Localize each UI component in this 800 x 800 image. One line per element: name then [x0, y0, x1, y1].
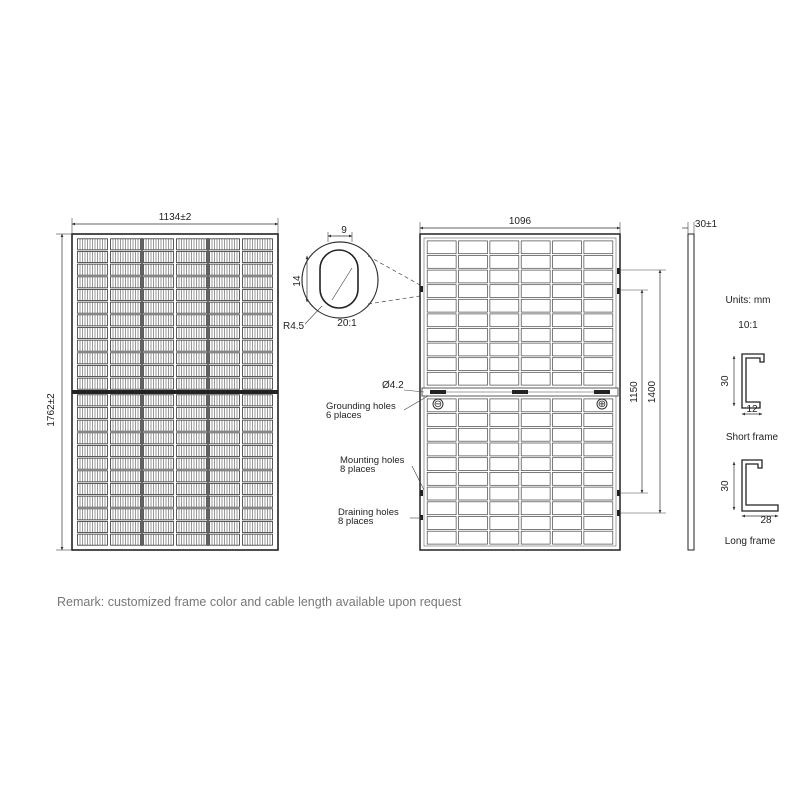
- back-cell: [553, 314, 582, 327]
- back-cell: [459, 531, 488, 544]
- back-cell: [427, 531, 456, 544]
- back-cell: [584, 299, 613, 312]
- back-cell: [459, 502, 488, 515]
- detail-width-label: 9: [341, 225, 347, 236]
- junction-box-right: [594, 390, 610, 394]
- back-cell: [459, 358, 488, 371]
- back-cell: [490, 502, 519, 515]
- back-cell: [553, 443, 582, 456]
- back-cell: [584, 270, 613, 283]
- back-cell: [553, 472, 582, 485]
- back-cell: [584, 443, 613, 456]
- back-cell: [427, 458, 456, 471]
- back-cell: [490, 472, 519, 485]
- back-cell: [521, 414, 550, 427]
- back-cell: [427, 256, 456, 269]
- grounding-holes-count: 6 places: [326, 410, 362, 421]
- back-cell: [427, 517, 456, 530]
- back-cell: [584, 372, 613, 385]
- front-width-label: 1134±2: [158, 212, 192, 223]
- back-cell: [521, 270, 550, 283]
- back-cell: [490, 314, 519, 327]
- back-cell: [490, 329, 519, 342]
- short-frame-caption: Short frame: [725, 432, 779, 443]
- back-cell: [553, 399, 582, 412]
- mounting-hole-right-upper: [617, 288, 620, 294]
- back-cell: [521, 329, 550, 342]
- mounting-hole-left-top: [420, 286, 423, 292]
- short-frame-height-label: 30: [720, 375, 731, 387]
- back-cell: [521, 241, 550, 254]
- back-cell: [427, 502, 456, 515]
- back-cell: [459, 428, 488, 441]
- back-cell: [584, 458, 613, 471]
- back-cell: [459, 472, 488, 485]
- back-cell: [490, 358, 519, 371]
- back-cell: [490, 487, 519, 500]
- short-frame-width-label: 12: [746, 404, 758, 415]
- back-cell: [553, 285, 582, 298]
- back-cell: [553, 299, 582, 312]
- back-cell: [459, 517, 488, 530]
- back-cell: [553, 256, 582, 269]
- back-cell: [427, 443, 456, 456]
- back-cell: [521, 285, 550, 298]
- spacing-outer-label: 1400: [647, 380, 658, 404]
- back-cell: [490, 399, 519, 412]
- back-cell: [521, 487, 550, 500]
- detail-leader-bottom: [368, 296, 420, 304]
- units-label: Units: mm: [725, 295, 771, 306]
- back-cell: [584, 517, 613, 530]
- back-cell: [521, 299, 550, 312]
- back-cell: [584, 358, 613, 371]
- back-cell: [521, 358, 550, 371]
- back-cell: [553, 517, 582, 530]
- back-cell: [459, 414, 488, 427]
- front-center-divider: [72, 390, 278, 394]
- long-frame-height-label: 30: [720, 480, 731, 492]
- back-cell: [490, 517, 519, 530]
- draining-holes-label: Draining holes: [338, 507, 399, 518]
- back-cell: [553, 241, 582, 254]
- back-cell: [553, 487, 582, 500]
- back-cell: [553, 531, 582, 544]
- mounting-holes-count: 8 places: [340, 464, 376, 475]
- back-cell: [584, 428, 613, 441]
- back-cell: [521, 256, 550, 269]
- back-cell: [490, 270, 519, 283]
- back-cell: [553, 270, 582, 283]
- back-cell: [584, 343, 613, 356]
- back-cell: [521, 428, 550, 441]
- hole-diameter-label: Ø4.2: [382, 380, 404, 391]
- back-cell: [553, 372, 582, 385]
- mounting-hole-left-bottom: [420, 490, 423, 496]
- back-cell: [521, 399, 550, 412]
- back-cell: [459, 270, 488, 283]
- back-cell: [490, 285, 519, 298]
- detail-magnifier-circle: [302, 242, 378, 318]
- draining-hole-left: [420, 515, 423, 520]
- remark-text: Remark: customized frame color and cable length available upon request: [57, 595, 462, 609]
- back-cell: [427, 472, 456, 485]
- back-cell: [553, 458, 582, 471]
- back-cell: [427, 241, 456, 254]
- back-cell: [490, 443, 519, 456]
- side-view: [682, 219, 718, 550]
- back-cell: [521, 472, 550, 485]
- back-cell: [427, 314, 456, 327]
- junction-box-center: [512, 390, 528, 394]
- back-cell: [490, 428, 519, 441]
- back-cell: [521, 531, 550, 544]
- back-cell: [553, 329, 582, 342]
- long-frame-caption: Long frame: [724, 536, 776, 547]
- frame-profiles: [720, 295, 779, 547]
- back-cell: [521, 502, 550, 515]
- side-panel-profile: [688, 234, 694, 550]
- back-cell: [427, 428, 456, 441]
- side-thickness-label: 30±1: [694, 219, 718, 230]
- back-cell: [490, 414, 519, 427]
- back-cell: [459, 443, 488, 456]
- back-cell: [459, 285, 488, 298]
- back-cell: [584, 487, 613, 500]
- short-frame-profile: [742, 354, 764, 408]
- back-cell: [427, 358, 456, 371]
- back-width-label: 1096: [508, 216, 532, 227]
- spacing-inner-label: 1150: [629, 381, 640, 403]
- back-cell: [459, 256, 488, 269]
- mounting-hole-detail: [283, 225, 420, 332]
- back-cell: [427, 285, 456, 298]
- mounting-hole-right-bottom: [617, 510, 620, 516]
- positive-connector-icon: ⊕: [597, 399, 607, 410]
- back-cell: [427, 414, 456, 427]
- back-cell: [459, 343, 488, 356]
- back-cell: [490, 256, 519, 269]
- back-cell: [427, 329, 456, 342]
- back-cell: [490, 241, 519, 254]
- draining-holes-count: 8 places: [338, 516, 374, 527]
- detail-radius-leader: [305, 306, 322, 324]
- back-cell: [553, 502, 582, 515]
- back-cell: [584, 241, 613, 254]
- negative-connector-icon: ⊖: [433, 399, 443, 410]
- back-view: [326, 216, 666, 550]
- back-cell: [459, 299, 488, 312]
- detail-height-label: 14: [292, 275, 303, 287]
- back-cell: [427, 299, 456, 312]
- back-cell: [459, 458, 488, 471]
- back-cell: [459, 372, 488, 385]
- mounting-holes-label: Mounting holes: [340, 455, 405, 466]
- frames-scale-label: 10:1: [738, 320, 758, 331]
- back-cell: [459, 329, 488, 342]
- back-cell: [584, 256, 613, 269]
- back-cell: [521, 372, 550, 385]
- back-cell: [584, 502, 613, 515]
- mounting-hole-right-lower: [617, 490, 620, 496]
- long-frame-width-label: 28: [760, 515, 772, 526]
- back-cell: [490, 372, 519, 385]
- back-cell: [584, 472, 613, 485]
- back-cell: [584, 314, 613, 327]
- back-cell: [427, 487, 456, 500]
- back-cell: [521, 343, 550, 356]
- back-cell: [584, 285, 613, 298]
- grounding-holes-label: Grounding holes: [326, 401, 396, 412]
- back-cell: [553, 343, 582, 356]
- junction-box-left: [430, 390, 446, 394]
- back-cell: [584, 329, 613, 342]
- back-cell: [459, 399, 488, 412]
- back-cell: [521, 517, 550, 530]
- front-height-label: 1762±2: [46, 393, 57, 427]
- back-cell: [427, 372, 456, 385]
- back-cell: [553, 428, 582, 441]
- back-cell: [521, 443, 550, 456]
- back-cell: [584, 531, 613, 544]
- back-cell: [459, 314, 488, 327]
- back-cell: [427, 270, 456, 283]
- back-cell: [521, 458, 550, 471]
- back-cell: [584, 414, 613, 427]
- back-cell: [490, 458, 519, 471]
- detail-scale-label: 20:1: [337, 318, 357, 329]
- mounting-hole-right-top: [617, 268, 620, 274]
- back-cell: [490, 343, 519, 356]
- back-cell: [459, 487, 488, 500]
- detail-radius-label: R4.5: [283, 321, 305, 332]
- back-cell: [553, 358, 582, 371]
- back-cell: [459, 241, 488, 254]
- long-frame-profile: [742, 460, 778, 511]
- back-cell: [490, 531, 519, 544]
- back-cell: [490, 299, 519, 312]
- front-view: [46, 212, 278, 550]
- back-cell: [521, 314, 550, 327]
- back-cell: [553, 414, 582, 427]
- back-cell: [427, 343, 456, 356]
